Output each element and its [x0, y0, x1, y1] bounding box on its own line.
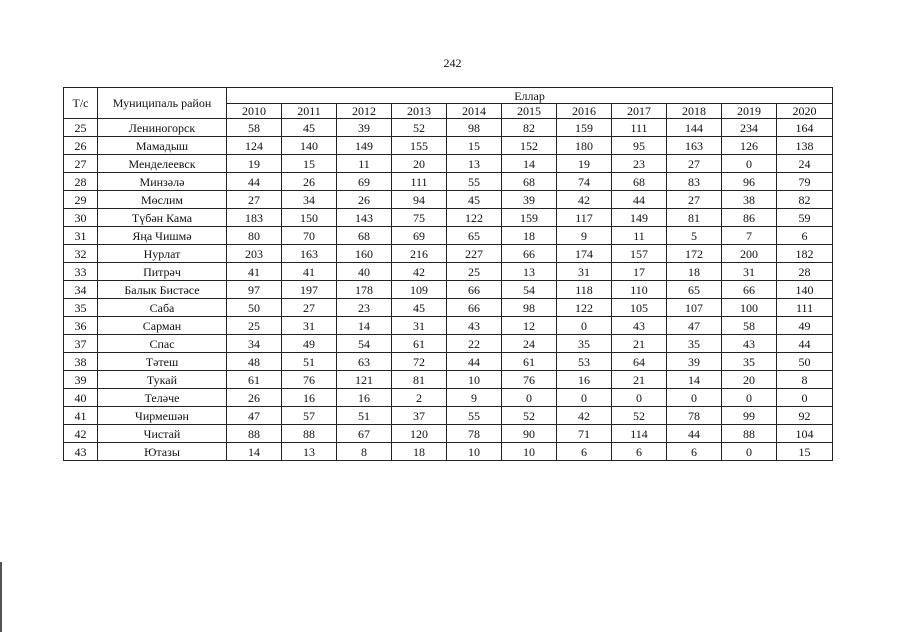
district-name-cell: Чистай [98, 425, 227, 443]
year-value-cell: 16 [282, 389, 337, 407]
district-column-header: Муниципаль район [98, 88, 227, 119]
year-value-cell: 20 [392, 155, 447, 173]
year-value-cell: 6 [667, 443, 722, 461]
year-value-cell: 45 [282, 119, 337, 137]
year-value-cell: 157 [612, 245, 667, 263]
district-name-cell: Сарман [98, 317, 227, 335]
year-value-cell: 44 [667, 425, 722, 443]
year-value-cell: 118 [557, 281, 612, 299]
year-value-cell: 2 [392, 389, 447, 407]
year-value-cell: 83 [667, 173, 722, 191]
year-value-cell: 98 [447, 119, 502, 137]
row-index-cell: 31 [64, 227, 98, 245]
row-index-cell: 28 [64, 173, 98, 191]
row-index-cell: 37 [64, 335, 98, 353]
table-row [64, 173, 833, 191]
year-value-cell: 66 [447, 281, 502, 299]
year-value-cell: 26 [282, 173, 337, 191]
year-value-cell: 18 [502, 227, 557, 245]
year-value-cell: 19 [227, 155, 282, 173]
row-index-cell: 43 [64, 443, 98, 461]
year-value-cell: 6 [777, 227, 833, 245]
year-value-cell: 61 [227, 371, 282, 389]
year-value-cell: 5 [667, 227, 722, 245]
table-row [64, 299, 833, 317]
year-value-cell: 0 [557, 389, 612, 407]
year-value-cell: 57 [282, 407, 337, 425]
year-value-cell: 97 [227, 281, 282, 299]
year-value-cell: 200 [722, 245, 777, 263]
year-value-cell: 88 [282, 425, 337, 443]
year-value-cell: 38 [722, 191, 777, 209]
page-number: 242 [443, 56, 462, 70]
year-value-cell: 14 [337, 317, 392, 335]
row-index-cell: 33 [64, 263, 98, 281]
table-row [64, 389, 833, 407]
district-name-cell: Түбән Кама [98, 209, 227, 227]
year-value-cell: 70 [282, 227, 337, 245]
year-value-cell: 82 [502, 119, 557, 137]
district-name-cell: Саба [98, 299, 227, 317]
table-row [64, 407, 833, 425]
year-value-cell: 9 [557, 227, 612, 245]
year-value-cell: 117 [557, 209, 612, 227]
year-value-cell: 76 [282, 371, 337, 389]
year-value-cell: 66 [502, 245, 557, 263]
year-value-cell: 10 [447, 371, 502, 389]
table-row [64, 425, 833, 443]
year-value-cell: 90 [502, 425, 557, 443]
year-value-cell: 0 [722, 155, 777, 173]
year-value-cell: 21 [612, 335, 667, 353]
district-data-table [63, 87, 833, 461]
year-value-cell: 52 [502, 407, 557, 425]
year-value-cell: 78 [447, 425, 502, 443]
year-value-cell: 13 [282, 443, 337, 461]
year-value-cell: 43 [722, 335, 777, 353]
year-column-header: 2019 [722, 104, 777, 119]
year-value-cell: 12 [502, 317, 557, 335]
year-value-cell: 27 [282, 299, 337, 317]
table-row [64, 119, 833, 137]
year-value-cell: 74 [557, 173, 612, 191]
year-column-header: 2015 [502, 104, 557, 119]
year-value-cell: 144 [667, 119, 722, 137]
year-value-cell: 54 [502, 281, 557, 299]
year-value-cell: 149 [612, 209, 667, 227]
year-value-cell: 31 [557, 263, 612, 281]
year-value-cell: 99 [722, 407, 777, 425]
year-value-cell: 20 [722, 371, 777, 389]
year-value-cell: 88 [722, 425, 777, 443]
year-value-cell: 234 [722, 119, 777, 137]
row-index-cell: 25 [64, 119, 98, 137]
year-value-cell: 69 [392, 227, 447, 245]
year-value-cell: 121 [337, 371, 392, 389]
district-name-cell: Теләче [98, 389, 227, 407]
row-index-cell: 38 [64, 353, 98, 371]
year-value-cell: 52 [612, 407, 667, 425]
year-value-cell: 45 [447, 191, 502, 209]
year-value-cell: 35 [557, 335, 612, 353]
year-value-cell: 0 [667, 389, 722, 407]
year-value-cell: 53 [557, 353, 612, 371]
district-name-cell: Ютазы [98, 443, 227, 461]
year-value-cell: 40 [337, 263, 392, 281]
year-value-cell: 71 [557, 425, 612, 443]
year-value-cell: 227 [447, 245, 502, 263]
year-value-cell: 50 [227, 299, 282, 317]
table-row [64, 371, 833, 389]
year-value-cell: 54 [337, 335, 392, 353]
year-value-cell: 100 [722, 299, 777, 317]
year-value-cell: 0 [722, 389, 777, 407]
year-value-cell: 143 [337, 209, 392, 227]
year-value-cell: 47 [227, 407, 282, 425]
year-value-cell: 107 [667, 299, 722, 317]
year-value-cell: 63 [337, 353, 392, 371]
year-value-cell: 49 [777, 317, 833, 335]
year-value-cell: 61 [502, 353, 557, 371]
row-index-cell: 36 [64, 317, 98, 335]
year-value-cell: 110 [612, 281, 667, 299]
year-value-cell: 35 [667, 335, 722, 353]
year-value-cell: 182 [777, 245, 833, 263]
table-row [64, 227, 833, 245]
year-value-cell: 25 [447, 263, 502, 281]
year-value-cell: 104 [777, 425, 833, 443]
year-value-cell: 82 [777, 191, 833, 209]
year-value-cell: 65 [447, 227, 502, 245]
row-index-cell: 26 [64, 137, 98, 155]
year-value-cell: 203 [227, 245, 282, 263]
row-index-cell: 40 [64, 389, 98, 407]
year-value-cell: 216 [392, 245, 447, 263]
year-value-cell: 43 [612, 317, 667, 335]
year-value-cell: 172 [667, 245, 722, 263]
year-value-cell: 122 [447, 209, 502, 227]
year-value-cell: 17 [612, 263, 667, 281]
year-value-cell: 15 [447, 137, 502, 155]
year-value-cell: 16 [337, 389, 392, 407]
table-row [64, 191, 833, 209]
district-name-cell: Мөслим [98, 191, 227, 209]
year-value-cell: 11 [612, 227, 667, 245]
row-index-cell: 32 [64, 245, 98, 263]
year-value-cell: 13 [502, 263, 557, 281]
year-value-cell: 126 [722, 137, 777, 155]
year-value-cell: 15 [777, 443, 833, 461]
year-value-cell: 23 [612, 155, 667, 173]
year-value-cell: 37 [392, 407, 447, 425]
district-name-cell: Лениногорск [98, 119, 227, 137]
year-value-cell: 0 [722, 443, 777, 461]
year-value-cell: 94 [392, 191, 447, 209]
district-name-cell: Балык Бистәсе [98, 281, 227, 299]
year-value-cell: 31 [722, 263, 777, 281]
scan-edge-mark [0, 562, 2, 632]
year-value-cell: 160 [337, 245, 392, 263]
row-index-cell: 35 [64, 299, 98, 317]
year-value-cell: 10 [447, 443, 502, 461]
table-row [64, 155, 833, 173]
year-value-cell: 43 [447, 317, 502, 335]
year-value-cell: 140 [282, 137, 337, 155]
year-value-cell: 81 [667, 209, 722, 227]
district-name-cell: Мамадыш [98, 137, 227, 155]
year-value-cell: 0 [557, 317, 612, 335]
table-row [64, 281, 833, 299]
year-value-cell: 41 [227, 263, 282, 281]
year-value-cell: 24 [777, 155, 833, 173]
year-value-cell: 98 [502, 299, 557, 317]
year-value-cell: 66 [722, 281, 777, 299]
year-value-cell: 44 [447, 353, 502, 371]
year-value-cell: 0 [612, 389, 667, 407]
district-name-cell: Спас [98, 335, 227, 353]
year-value-cell: 111 [392, 173, 447, 191]
year-value-cell: 0 [502, 389, 557, 407]
year-value-cell: 68 [337, 227, 392, 245]
year-value-cell: 183 [227, 209, 282, 227]
header-row-group [64, 88, 833, 104]
year-value-cell: 0 [777, 389, 833, 407]
row-index-cell: 41 [64, 407, 98, 425]
year-value-cell: 164 [777, 119, 833, 137]
year-value-cell: 197 [282, 281, 337, 299]
year-column-header: 2014 [447, 104, 502, 119]
year-value-cell: 25 [227, 317, 282, 335]
year-value-cell: 124 [227, 137, 282, 155]
year-value-cell: 34 [282, 191, 337, 209]
year-column-header: 2020 [777, 104, 833, 119]
year-column-header: 2013 [392, 104, 447, 119]
year-value-cell: 27 [667, 191, 722, 209]
year-value-cell: 7 [722, 227, 777, 245]
year-value-cell: 69 [337, 173, 392, 191]
year-value-cell: 27 [667, 155, 722, 173]
district-name-cell: Тәтеш [98, 353, 227, 371]
year-column-header: 2011 [282, 104, 337, 119]
year-value-cell: 21 [612, 371, 667, 389]
year-value-cell: 88 [227, 425, 282, 443]
year-value-cell: 10 [502, 443, 557, 461]
year-value-cell: 64 [612, 353, 667, 371]
year-value-cell: 150 [282, 209, 337, 227]
year-value-cell: 67 [337, 425, 392, 443]
year-value-cell: 178 [337, 281, 392, 299]
year-value-cell: 28 [777, 263, 833, 281]
table-header [64, 88, 833, 119]
year-value-cell: 75 [392, 209, 447, 227]
year-value-cell: 9 [447, 389, 502, 407]
year-value-cell: 23 [337, 299, 392, 317]
year-value-cell: 58 [722, 317, 777, 335]
year-value-cell: 68 [502, 173, 557, 191]
table-row [64, 317, 833, 335]
year-value-cell: 50 [777, 353, 833, 371]
year-value-cell: 138 [777, 137, 833, 155]
year-value-cell: 68 [612, 173, 667, 191]
year-column-header: 2017 [612, 104, 667, 119]
year-value-cell: 55 [447, 173, 502, 191]
row-index-cell: 27 [64, 155, 98, 173]
year-value-cell: 6 [557, 443, 612, 461]
district-name-cell: Яңа Чишмә [98, 227, 227, 245]
year-value-cell: 48 [227, 353, 282, 371]
table-body [64, 119, 833, 461]
year-value-cell: 18 [392, 443, 447, 461]
year-value-cell: 111 [612, 119, 667, 137]
year-value-cell: 41 [282, 263, 337, 281]
year-value-cell: 92 [777, 407, 833, 425]
year-value-cell: 120 [392, 425, 447, 443]
year-value-cell: 8 [777, 371, 833, 389]
year-value-cell: 13 [447, 155, 502, 173]
year-value-cell: 24 [502, 335, 557, 353]
year-value-cell: 149 [337, 137, 392, 155]
year-value-cell: 11 [337, 155, 392, 173]
district-name-cell: Менделеевск [98, 155, 227, 173]
year-value-cell: 27 [227, 191, 282, 209]
year-value-cell: 86 [722, 209, 777, 227]
year-value-cell: 14 [502, 155, 557, 173]
year-value-cell: 16 [557, 371, 612, 389]
index-column-header: Т/с [64, 88, 98, 119]
year-value-cell: 47 [667, 317, 722, 335]
year-value-cell: 39 [337, 119, 392, 137]
year-value-cell: 51 [282, 353, 337, 371]
district-name-cell: Чирмешән [98, 407, 227, 425]
year-value-cell: 35 [722, 353, 777, 371]
year-value-cell: 14 [227, 443, 282, 461]
year-value-cell: 19 [557, 155, 612, 173]
table-row [64, 209, 833, 227]
years-group-header: Еллар [227, 88, 833, 104]
row-index-cell: 29 [64, 191, 98, 209]
year-value-cell: 78 [667, 407, 722, 425]
year-value-cell: 72 [392, 353, 447, 371]
table-row [64, 137, 833, 155]
year-value-cell: 42 [557, 407, 612, 425]
year-value-cell: 66 [447, 299, 502, 317]
year-value-cell: 105 [612, 299, 667, 317]
year-value-cell: 140 [777, 281, 833, 299]
year-column-header: 2018 [667, 104, 722, 119]
year-value-cell: 111 [777, 299, 833, 317]
year-value-cell: 122 [557, 299, 612, 317]
row-index-cell: 42 [64, 425, 98, 443]
year-value-cell: 96 [722, 173, 777, 191]
year-value-cell: 6 [612, 443, 667, 461]
year-value-cell: 159 [502, 209, 557, 227]
district-name-cell: Минзәлә [98, 173, 227, 191]
year-value-cell: 8 [337, 443, 392, 461]
year-value-cell: 76 [502, 371, 557, 389]
year-value-cell: 31 [282, 317, 337, 335]
table-row [64, 335, 833, 353]
year-value-cell: 31 [392, 317, 447, 335]
year-value-cell: 49 [282, 335, 337, 353]
year-value-cell: 42 [557, 191, 612, 209]
row-index-cell: 30 [64, 209, 98, 227]
year-value-cell: 51 [337, 407, 392, 425]
year-value-cell: 79 [777, 173, 833, 191]
year-value-cell: 58 [227, 119, 282, 137]
table-row [64, 443, 833, 461]
year-value-cell: 52 [392, 119, 447, 137]
year-value-cell: 44 [612, 191, 667, 209]
district-name-cell: Тукай [98, 371, 227, 389]
district-name-cell: Питрәч [98, 263, 227, 281]
year-value-cell: 65 [667, 281, 722, 299]
year-column-header: 2012 [337, 104, 392, 119]
year-value-cell: 42 [392, 263, 447, 281]
year-column-header: 2016 [557, 104, 612, 119]
year-value-cell: 155 [392, 137, 447, 155]
year-value-cell: 15 [282, 155, 337, 173]
year-value-cell: 34 [227, 335, 282, 353]
table-row [64, 353, 833, 371]
year-value-cell: 26 [227, 389, 282, 407]
year-value-cell: 45 [392, 299, 447, 317]
table-row [64, 263, 833, 281]
year-value-cell: 44 [227, 173, 282, 191]
year-value-cell: 26 [337, 191, 392, 209]
year-value-cell: 95 [612, 137, 667, 155]
year-value-cell: 81 [392, 371, 447, 389]
table-row [64, 245, 833, 263]
year-column-header: 2010 [227, 104, 282, 119]
row-index-cell: 34 [64, 281, 98, 299]
year-value-cell: 159 [557, 119, 612, 137]
year-value-cell: 59 [777, 209, 833, 227]
year-value-cell: 18 [667, 263, 722, 281]
year-value-cell: 14 [667, 371, 722, 389]
district-name-cell: Нурлат [98, 245, 227, 263]
year-value-cell: 80 [227, 227, 282, 245]
year-value-cell: 44 [777, 335, 833, 353]
year-value-cell: 22 [447, 335, 502, 353]
year-value-cell: 163 [282, 245, 337, 263]
row-index-cell: 39 [64, 371, 98, 389]
year-value-cell: 109 [392, 281, 447, 299]
year-value-cell: 61 [392, 335, 447, 353]
year-value-cell: 114 [612, 425, 667, 443]
year-value-cell: 180 [557, 137, 612, 155]
year-value-cell: 174 [557, 245, 612, 263]
year-value-cell: 39 [667, 353, 722, 371]
year-value-cell: 163 [667, 137, 722, 155]
year-value-cell: 39 [502, 191, 557, 209]
year-value-cell: 152 [502, 137, 557, 155]
year-value-cell: 55 [447, 407, 502, 425]
